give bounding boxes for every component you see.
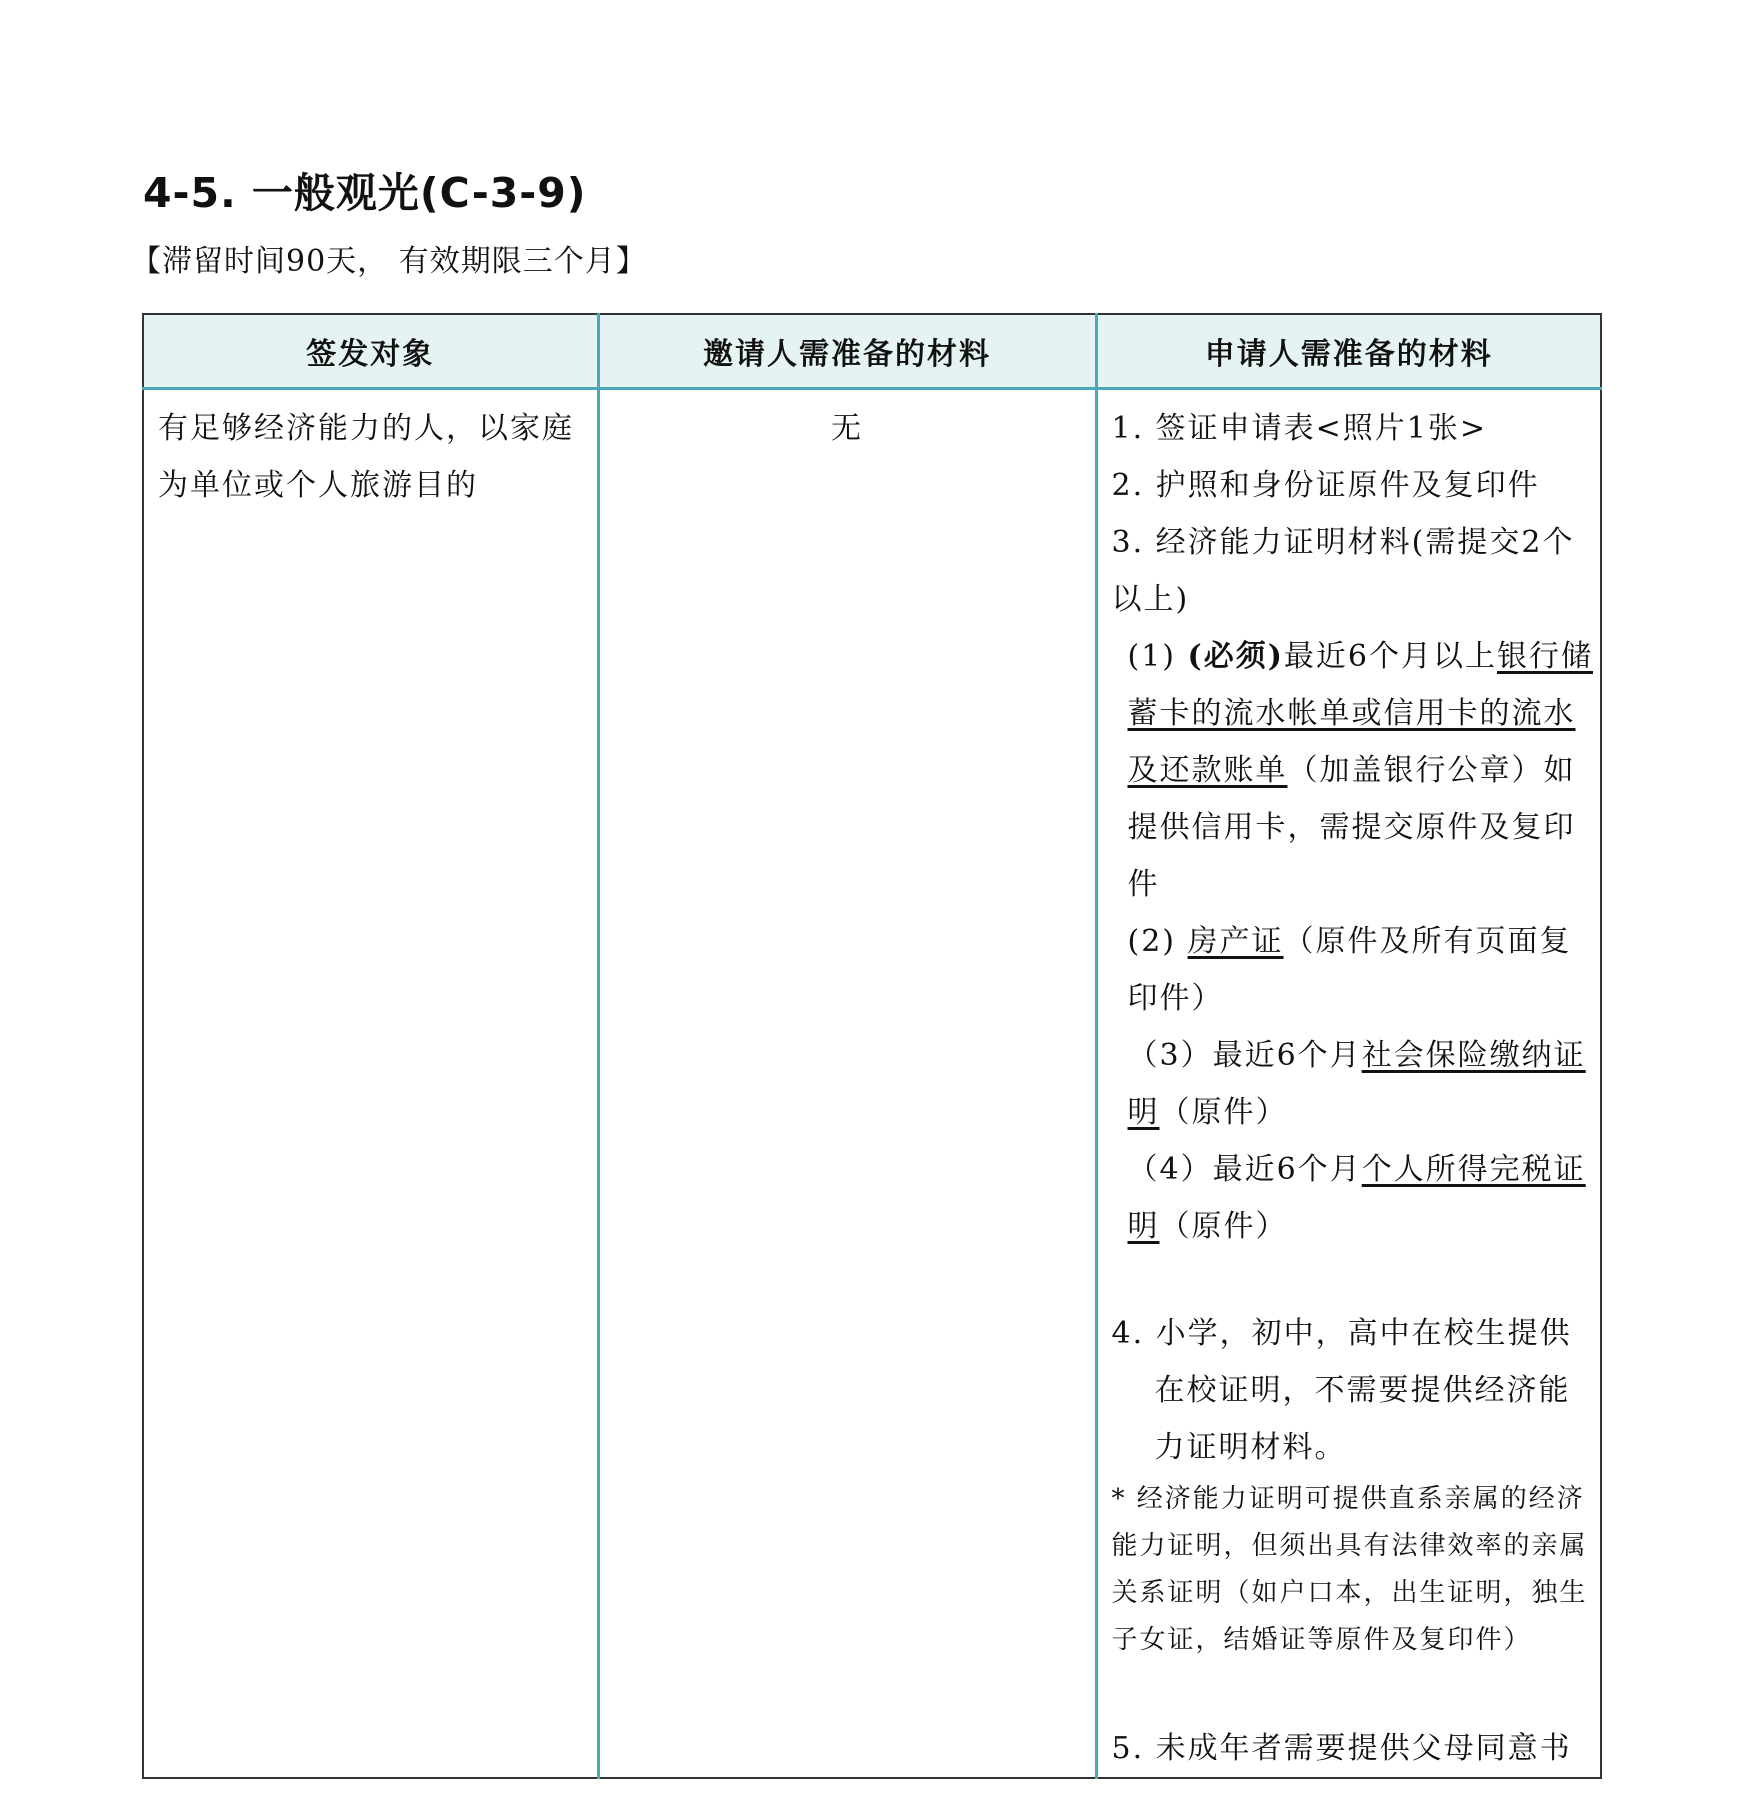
table-row [143,389,1601,1779]
sub-1-prefix: 最近6个月以上 [1283,639,1498,674]
applicant-item-1: 1. 签证申请表<照片1张> [1111,411,1488,446]
applicant-cell [1096,389,1601,1779]
applicant-sub-1 [1112,628,1595,913]
sub-4-suffix: （原件） [1159,1209,1288,1244]
header-issuance-target: 签发对象 [143,314,598,389]
applicant-sub-4 [1112,1141,1595,1255]
sub-4-number: （4） [1127,1152,1213,1187]
sub-3-suffix: （原件） [1159,1095,1288,1130]
page-subtitle: 【滞留时间90天， 有效期限三个月】 [131,244,647,279]
sub-4-tax-cert: 个人所得完税证明 [1127,1152,1586,1244]
sub-2-property-cert: 房产证 [1187,924,1284,959]
header-applicant-materials: 申请人需准备的材料 [1096,314,1601,389]
page-title: 4-5. 一般观光(C-3-9) [143,169,587,217]
target-cell: 有足够经济能力的人，以家庭为单位或个人旅游目的 [143,389,598,1779]
applicant-item-2: 2. 护照和身份证原件及复印件 [1111,468,1540,503]
sub-1-required: (必须) [1187,639,1284,674]
header-inviter-materials: 邀请人需准备的材料 [598,314,1096,389]
applicant-item-3: 3. 经济能力证明材料(需提交2个以上) [1111,525,1575,617]
visa-requirements-table [142,313,1602,1779]
table-header-row [143,314,1601,389]
sub-1-suffix: （加盖银行公章）如提供信用卡，需提交原件及复印件 [1127,753,1576,902]
sub-2-suffix: （原件及所有页面复印件） [1127,924,1572,1016]
sub-3-prefix: 最近6个月 [1212,1038,1362,1073]
applicant-sub-2 [1112,913,1595,1027]
sub-1-number: (1) [1127,639,1188,674]
applicant-sub-3 [1112,1027,1595,1141]
sub-4-prefix: 最近6个月 [1212,1152,1362,1187]
applicant-item-4: 4. 小学，初中，高中在校生提供在校证明，不需要提供经济能力证明材料。 [1111,1316,1572,1465]
applicant-item-5: 5. 未成年者需要提供父母同意书 [1111,1731,1572,1766]
sub-2-number: (2) [1127,924,1188,959]
applicant-note: * 经济能力证明可提供直系亲属的经济能力证明，但须出具有法律效率的亲属关系证明（如户口本，出生证明，独生子女证，结婚证等原件及复印件） [1111,1484,1588,1655]
inviter-cell: 无 [598,389,1096,1779]
sub-1-bank-statement: 银行储蓄卡的流水帐单或信用卡的流水及还款账单 [1127,639,1594,788]
sub-3-social-insurance: 社会保险缴纳证明 [1127,1038,1586,1130]
sub-3-number: （3） [1127,1038,1213,1073]
